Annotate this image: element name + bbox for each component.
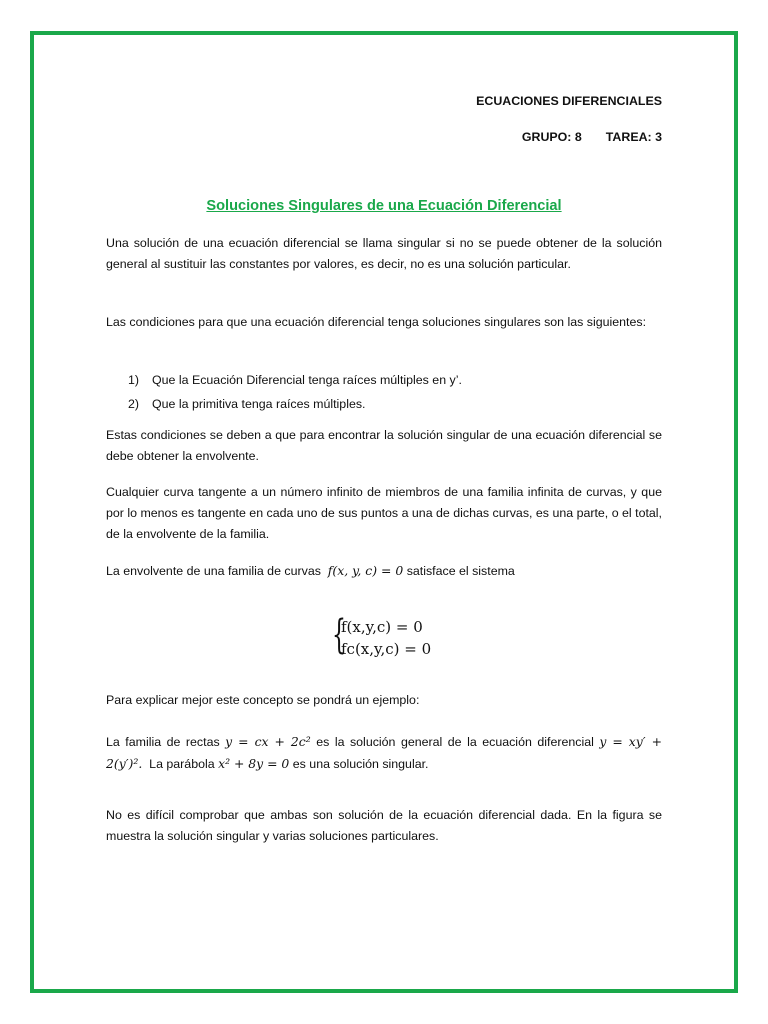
left-brace: { <box>332 612 346 658</box>
course-header: ECUACIONES DIFERENCIALES <box>476 94 662 108</box>
conditions-list <box>128 368 462 416</box>
list-item: 1) Que la Ecuación Diferencial tenga raíces múltiples en y’. <box>128 373 462 387</box>
system-equation-1: f(x,y,c) = 0 <box>341 618 423 636</box>
list-item: 2) Que la primitiva tenga raíces múltiples. <box>128 397 366 411</box>
group-task-header <box>522 127 662 148</box>
paragraph-definition: Una solución de una ecuación diferencial se llama singular si no se puede obtener de la solución general al sustituir las constantes por valores, es decir, no es una solución particular. <box>106 236 662 271</box>
system-equation-2: fc(x,y,c) = 0 <box>341 640 432 658</box>
paragraph-conditions-intro: Las condiciones para que una ecuación diferencial tenga soluciones singulares son las siguientes: <box>106 315 647 329</box>
paragraph-envelope-system: La envolvente de una familia de curvas f(x, y, c) = 0 satisface el sistema <box>106 563 515 578</box>
document-title: Soluciones Singulares de una Ecuación Diferencial <box>206 198 562 214</box>
paragraph-example-intro: Para explicar mejor este concepto se pondrá un ejemplo: <box>106 693 420 707</box>
paragraph-example: La familia de rectas y = cx + 2c² es la solución general de la ecuación diferencial y = xy′ + 2(y′)². La parábola x² + 8y = 0 es una solución singular. <box>106 734 662 771</box>
paragraph-tangent-curve: Cualquier curva tangente a un número infinito de miembros de una familia infinita de curvas, y que por lo menos es tangente en cada uno de sus puntos a una de dichas curvas, es una parte, o el total, de la envolvente de la familia. <box>106 485 662 541</box>
envelope-equation: f(x, y, c) = 0 <box>327 563 404 578</box>
paragraph-conclusion: No es difícil comprobar que ambas son solución de la ecuación diferencial dada. En la figura se muestra la solución singular y varias soluciones particulares. <box>106 808 662 843</box>
differential-equation: y = xy′ + 2(y′)². <box>106 734 662 771</box>
paragraph-envelope-reason: Estas condiciones se deben a que para encontrar la solución singular de una ecuación diferencial se debe obtener la envolvente. <box>106 428 662 463</box>
parabola-equation: x² + 8y = 0 <box>218 756 290 771</box>
group-label: GRUPO: 8 <box>521 130 582 144</box>
task-label: TAREA: 3 <box>605 130 662 144</box>
general-solution-equation: y = cx + 2c² <box>225 734 311 749</box>
